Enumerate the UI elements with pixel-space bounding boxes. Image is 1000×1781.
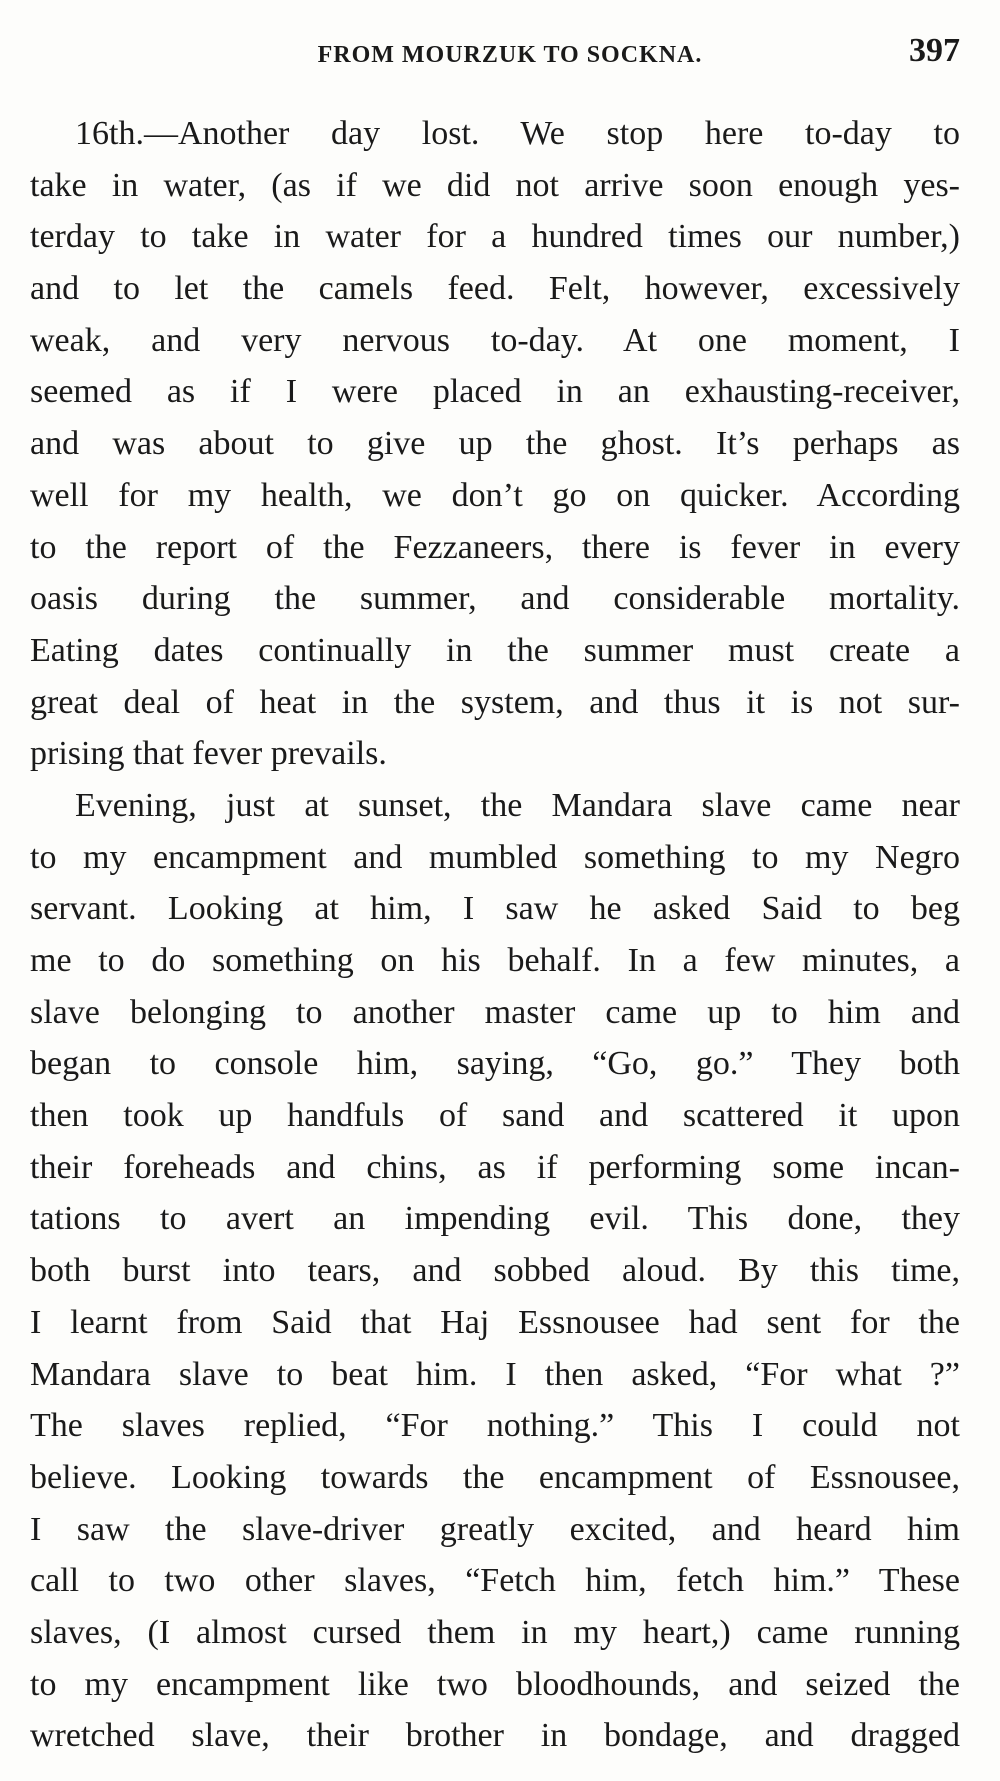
- text-line: wretched slave, their brother in bondage, and dragged: [30, 1717, 960, 1755]
- text-line: to the report of the Fezzaneers, there is fever in every: [30, 528, 960, 566]
- text-line: slaves, (I almost cursed them in my heart,) came running: [30, 1613, 960, 1651]
- text-line: call to two other slaves, “Fetch him, fetch him.” These: [30, 1562, 960, 1600]
- text-line: Eating dates continually in the summer must create a: [30, 631, 960, 669]
- text-line: their foreheads and chins, as if performing some incan-: [30, 1148, 960, 1186]
- text-line: terday to take in water for a hundred times our number,): [30, 218, 960, 256]
- text-line: servant. Looking at him, I saw he asked Said to beg: [30, 890, 960, 928]
- running-head: [60, 30, 960, 80]
- body-text: [30, 108, 960, 1762]
- text-line: oasis during the summer, and considerable mortality.: [30, 580, 960, 618]
- text-line: well for my health, we don’t go on quicker. According: [30, 476, 960, 514]
- text-line: weak, and very nervous to-day. At one moment, I: [30, 321, 960, 359]
- text-line: began to console him, saying, “Go, go.” They both: [30, 1045, 960, 1083]
- text-line: believe. Looking towards the encampment of Essnousee,: [30, 1458, 960, 1496]
- text-line: both burst into tears, and sobbed aloud. By this time,: [30, 1252, 960, 1290]
- text-line: great deal of heat in the system, and thus it is not sur-: [30, 683, 960, 721]
- text-line: take in water, (as if we did not arrive soon enough yes-: [30, 166, 960, 204]
- text-line: The slaves replied, “For nothing.” This I could not: [30, 1407, 960, 1445]
- running-title: FROM MOURZUK TO SOCKNA.: [317, 42, 703, 68]
- text-line: Mandara slave to beat him. I then asked, “For what ?”: [30, 1355, 960, 1393]
- text-line: I learnt from Said that Haj Essnousee had sent for the: [30, 1303, 960, 1341]
- text-line: slave belonging to another master came up to him and: [30, 993, 960, 1031]
- text-line: to my encampment and mumbled something to my Negro: [30, 838, 960, 876]
- text-line: to my encampment like two bloodhounds, and seized the: [30, 1665, 960, 1703]
- text-line: Evening, just at sunset, the Mandara slave came near: [75, 786, 960, 824]
- text-line: and to let the camels feed. Felt, however, excessively: [30, 270, 960, 308]
- text-line: prising that fever prevails.: [30, 735, 387, 773]
- page-number: 397: [909, 32, 960, 69]
- text-line: tations to avert an impending evil. This done, they: [30, 1200, 960, 1238]
- text-line: I saw the slave-driver greatly excited, and heard him: [30, 1510, 960, 1548]
- text-line: seemed as if I were placed in an exhausting-receiver,: [30, 373, 960, 411]
- text-line: and was about to give up the ghost. It’s perhaps as: [30, 425, 960, 463]
- text-line: then took up handfuls of sand and scattered it upon: [30, 1097, 960, 1135]
- text-line: me to do something on his behalf. In a few minutes, a: [30, 942, 960, 979]
- text-line: 16th.—Another day lost. We stop here to-day to: [75, 115, 960, 152]
